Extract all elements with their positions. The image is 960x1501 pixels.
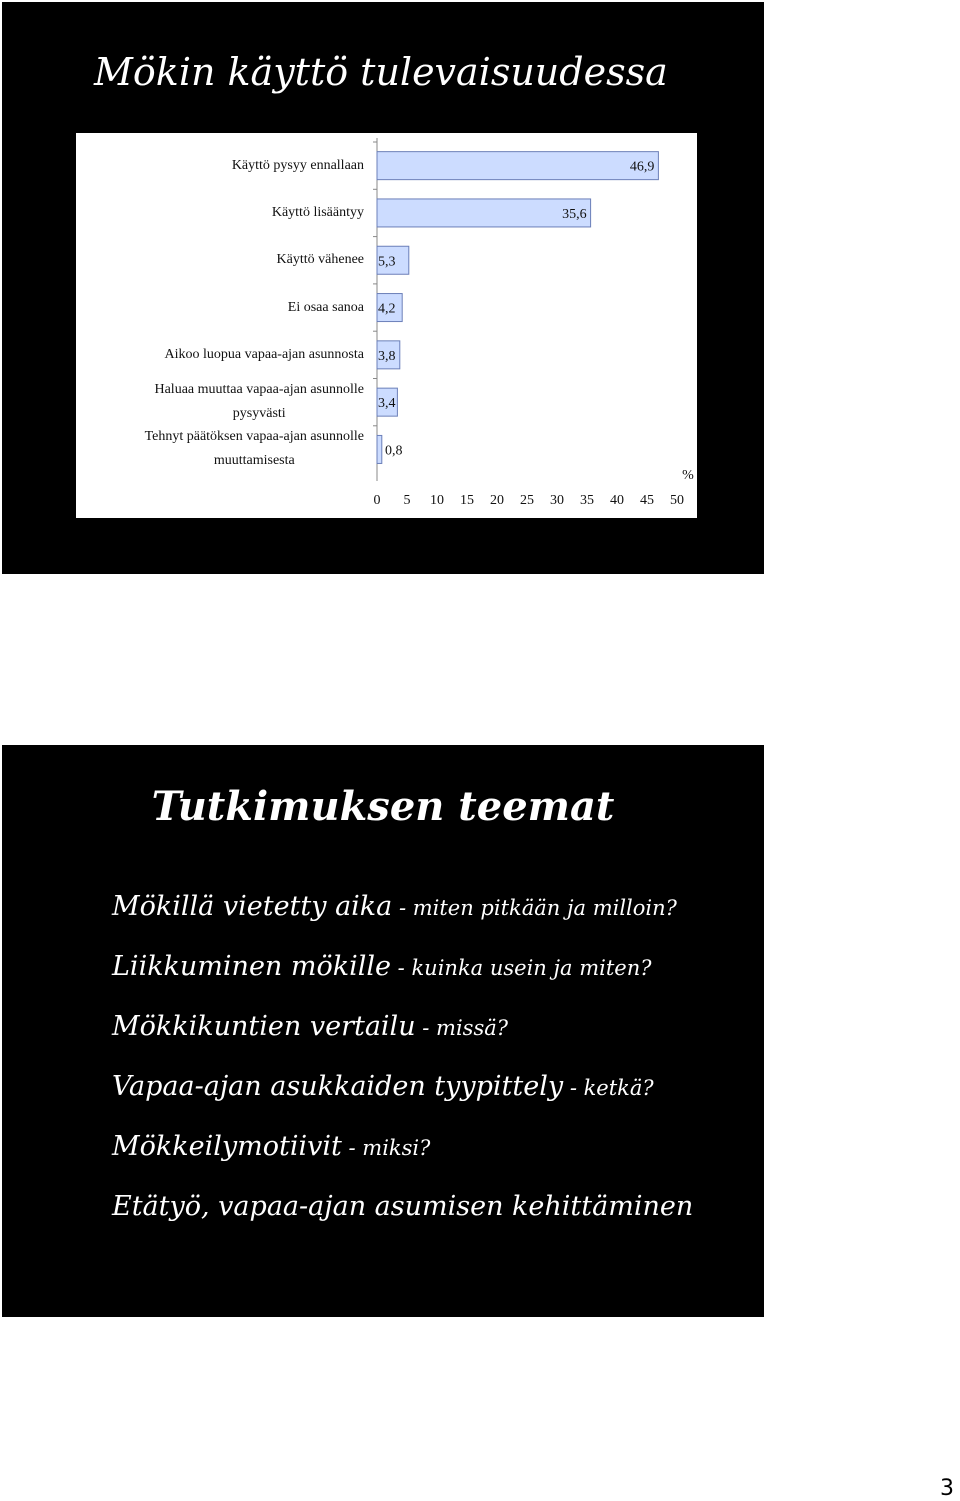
bar-value-label: 46,9: [629, 159, 655, 175]
x-axis-label: %: [682, 468, 694, 483]
category-label-line: Käyttö vähenee: [276, 252, 364, 268]
topic-sub: - miksi?: [341, 1136, 431, 1160]
topic-main: Mökkeilymotiivit: [112, 1131, 342, 1162]
category-label-line: muuttamisesta: [213, 453, 295, 469]
x-tick-label: 25: [520, 493, 534, 508]
x-tick-label: 45: [640, 493, 654, 508]
topic-main: Etätyö, vapaa-ajan asumisen kehittäminen: [112, 1191, 694, 1222]
bar-chart: [76, 133, 697, 518]
bar-value-label: 4,2: [378, 301, 396, 317]
category-label-line: Käyttö lisääntyy: [271, 204, 364, 220]
bar: [377, 152, 658, 180]
slide-mokin-kaytto: [2, 2, 764, 574]
topic-sub: - missä?: [415, 1016, 509, 1040]
bar-value-label: 0,8: [385, 443, 403, 459]
topic-item: [112, 1057, 693, 1117]
x-tick-label: 15: [460, 493, 474, 508]
topic-item: [112, 1117, 693, 1177]
x-tick-label: 20: [490, 493, 504, 508]
x-tick-label: 35: [580, 493, 594, 508]
x-tick-label: 0: [373, 493, 381, 508]
slide-title: Tutkimuksen teemat: [151, 783, 615, 830]
bar: [377, 435, 382, 463]
topic-main: Vapaa-ajan asukkaiden tyypittely: [112, 1071, 564, 1102]
x-tick-label: 10: [430, 493, 444, 508]
bar-value-label: 3,4: [378, 396, 396, 412]
topic-sub: - miten pitkään ja milloin?: [392, 896, 677, 920]
topic-main: Mökillä vietetty aika: [112, 891, 393, 922]
slide-tutkimuksen-teemat: [2, 745, 764, 1317]
topic-sub: - kuinka usein ja miten?: [391, 956, 652, 980]
x-tick-label: 50: [670, 493, 684, 508]
topic-item: [112, 1177, 693, 1237]
category-label-line: Ei osaa sanoa: [287, 299, 364, 315]
bar: [377, 199, 591, 227]
x-tick-label: 30: [550, 493, 564, 508]
category-label-line: Aikoo luopua vapaa-ajan asunnosta: [164, 346, 364, 362]
bar-value-label: 3,8: [378, 348, 396, 364]
category-label-line: Haluaa muuttaa vapaa-ajan asunnolle: [154, 382, 364, 398]
topic-main: Liikkuminen mökille: [112, 951, 391, 982]
bar-value-label: 5,3: [378, 254, 396, 270]
topic-sub: - ketkä?: [563, 1076, 654, 1100]
topic-item: [112, 937, 693, 997]
category-label-line: pysyvästi: [232, 406, 286, 422]
topic-item: [112, 997, 693, 1057]
bar-value-label: 35,6: [562, 206, 587, 222]
page-number: 3: [940, 1476, 954, 1501]
topic-main: Mökkikuntien vertailu: [112, 1011, 416, 1042]
x-tick-label: 5: [403, 493, 411, 508]
topic-list: [112, 877, 693, 1237]
category-label-line: Tehnyt päätöksen vapaa-ajan asunnolle: [144, 429, 364, 445]
topic-item: [112, 877, 693, 937]
x-tick-label: 40: [610, 493, 624, 508]
chart-plot: [76, 133, 697, 518]
slide-title: Mökin käyttö tulevaisuudessa: [94, 50, 668, 94]
category-label-line: Käyttö pysyy ennallaan: [231, 157, 364, 173]
